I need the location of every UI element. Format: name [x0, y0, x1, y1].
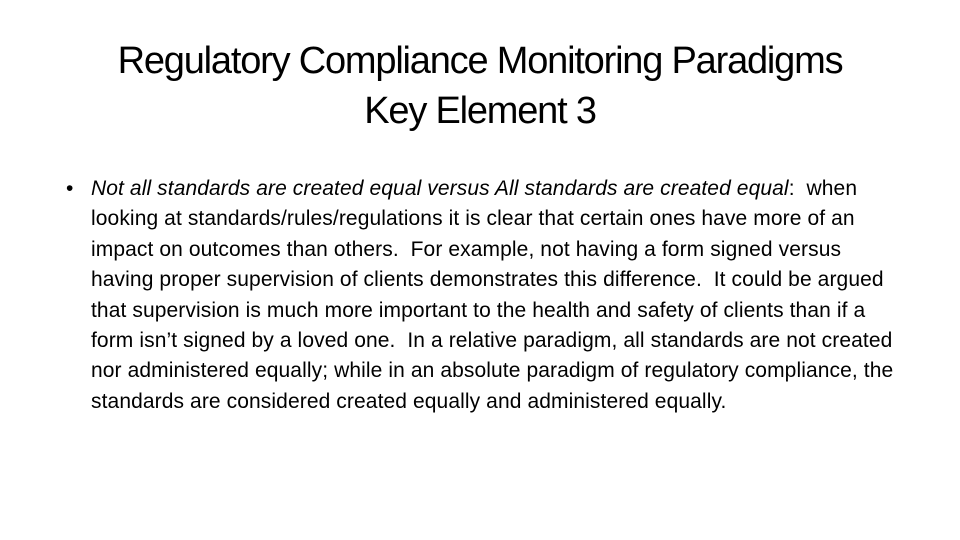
title-line-1: Regulatory Compliance Monitoring Paradigms [117, 40, 843, 82]
slide-title [40, 36, 920, 136]
bullet-item [66, 174, 900, 417]
title-line-2: Key Element 3 [364, 90, 596, 132]
bullet-marker: • [66, 177, 74, 200]
bullet-emphasis: Not all standards are created equal versus All standards are created equal [91, 177, 789, 200]
slide-body [66, 174, 900, 417]
bullet-text: when looking at standards/rules/regulations it is clear that certain ones have more of an impact on outcomes than others. For example, not having a form signed versus having proper supervision of clients demonstrates this difference. It could be argued that supervision is much more important to the health and safety of clients than if a form isn’t signed by a loved one. In a relative paradigm, all standards are not created nor administered equally; while in an absolute paradigm of regulatory compliance, the standards are considered created equally and administered equally. [91, 177, 900, 413]
bullet-separator: : [788, 177, 795, 200]
